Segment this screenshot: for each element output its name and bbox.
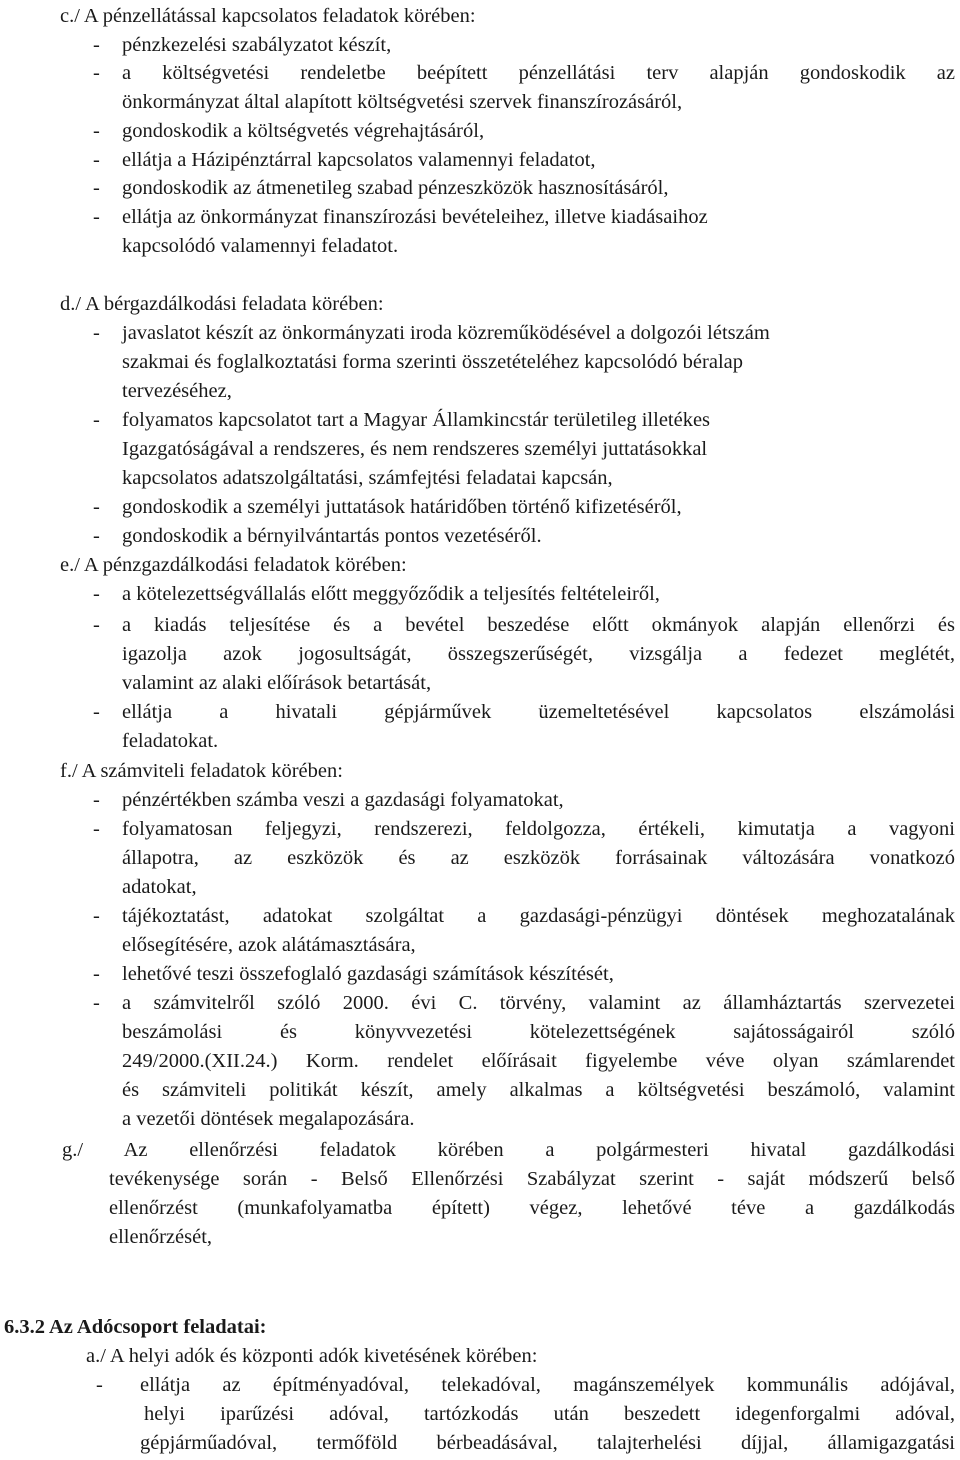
list-bullet: - bbox=[93, 525, 100, 547]
list-item-continuation: Igazgatóságával a rendszeres, és nem rendszeres személyi juttatásokkal bbox=[122, 438, 708, 460]
list-item-continuation: gépjárműadóval, termőföld bérbeadásával, talajterhelési díjjal, államigazgatási bbox=[140, 1432, 955, 1454]
list-item: a kötelezettségvállalás előtt meggyőződik a teljesítés feltételeiről, bbox=[122, 583, 660, 605]
section-g-paragraph-line: tevékenysége során - Belső Ellenőrzési Szabályzat szerint - saját módszerű belső bbox=[109, 1168, 955, 1190]
list-bullet: - bbox=[93, 322, 100, 344]
list-item: pénzkezelési szabályzatot készít, bbox=[122, 34, 392, 56]
section-f-heading: f./ A számviteli feladatok körében: bbox=[60, 760, 343, 782]
list-item-continuation: igazolja azok jogosultságát, összegszerűségét, vizsgálja a fedezet meglétét, bbox=[122, 643, 955, 665]
list-bullet: - bbox=[93, 905, 100, 927]
list-bullet: - bbox=[93, 34, 100, 56]
section-e-heading: e./ A pénzgazdálkodási feladatok körében: bbox=[60, 554, 407, 576]
list-item-continuation: 249/2000.(XII.24.) Korm. rendelet előírásait figyelembe véve olyan számlarendet bbox=[122, 1050, 955, 1072]
list-item: javaslatot készít az önkormányzati iroda közreműködésével a dolgozói létszám bbox=[122, 322, 770, 344]
list-item: a kiadás teljesítése és a bevétel beszedése előtt okmányok alapján ellenőrzi és bbox=[122, 614, 955, 636]
section-heading: 6.3.2 Az Adócsoport feladatai: bbox=[4, 1316, 267, 1338]
list-item-continuation: szakmai és foglalkoztatási forma szerinti összetételéhez kapcsolódó béralap bbox=[122, 351, 744, 373]
list-bullet: - bbox=[93, 149, 100, 171]
list-item: folyamatosan feljegyzi, rendszerezi, feldolgozza, értékeli, kimutatja a vagyoni bbox=[122, 818, 955, 840]
section-g-paragraph: g./ Az ellenőrzési feladatok körében a polgármesteri hivatal gazdálkodási bbox=[62, 1139, 955, 1161]
list-bullet: - bbox=[93, 789, 100, 811]
list-item-continuation: beszámolási és könyvvezetési kötelezettségének sajátosságairól szóló bbox=[122, 1021, 955, 1043]
subsection-heading: a./ A helyi adók és központi adók kivetésének körében: bbox=[86, 1345, 538, 1367]
list-item-continuation: önkormányzat által alapított költségvetési szervek finanszírozásáról, bbox=[122, 91, 683, 113]
list-bullet: - bbox=[93, 409, 100, 431]
list-bullet: - bbox=[96, 1374, 103, 1396]
list-item-continuation: és számviteli politikát készít, amely alkalmas a költségvetési beszámoló, valamint bbox=[122, 1079, 955, 1101]
list-item-continuation: tervezéséhez, bbox=[122, 380, 232, 402]
section-d-heading: d./ A bérgazdálkodási feladata körében: bbox=[60, 293, 384, 315]
section-g-paragraph-line: ellenőrzést (munkafolyamatba épített) végez, lehetővé téve a gazdálkodás bbox=[109, 1197, 955, 1219]
list-item: gondoskodik a bérnyilvántartás pontos vezetéséről. bbox=[122, 525, 542, 547]
list-item: a számvitelről szóló 2000. évi C. törvény, valamint az államháztartás szervezetei bbox=[122, 992, 955, 1014]
list-item: pénzértékben számba veszi a gazdasági folyamatokat, bbox=[122, 789, 564, 811]
list-item: ellátja a hivatali gépjárművek üzemeltetésével kapcsolatos elszámolási bbox=[122, 701, 955, 723]
list-item-continuation: elősegítésére, azok alátámasztására, bbox=[122, 934, 416, 956]
list-item: ellátja az építményadóval, telekadóval, magánszemélyek kommunális adójával, bbox=[140, 1374, 955, 1396]
list-item: ellátja az önkormányzat finanszírozási bevételeihez, illetve kiadásaihoz bbox=[122, 206, 708, 228]
list-item: ellátja a Házipénztárral kapcsolatos valamennyi feladatot, bbox=[122, 149, 596, 171]
list-item: gondoskodik az átmenetileg szabad pénzeszközök hasznosításáról, bbox=[122, 177, 669, 199]
list-bullet: - bbox=[93, 818, 100, 840]
list-item: a költségvetési rendeletbe beépített pénzellátási terv alapján gondoskodik az bbox=[122, 62, 955, 84]
list-item: gondoskodik a személyi juttatások határidőben történő kifizetéséről, bbox=[122, 496, 682, 518]
list-item-continuation: helyi iparűzési adóval, tartózkodás után beszedett idegenforgalmi adóval, bbox=[144, 1403, 955, 1425]
list-bullet: - bbox=[93, 992, 100, 1014]
list-item-continuation: a vezetői döntések megalapozására. bbox=[122, 1108, 415, 1130]
list-bullet: - bbox=[93, 120, 100, 142]
list-item: tájékoztatást, adatokat szolgáltat a gazdasági-pénzügyi döntések meghozatalának bbox=[122, 905, 955, 927]
list-bullet: - bbox=[93, 963, 100, 985]
list-item: gondoskodik a költségvetés végrehajtásáról, bbox=[122, 120, 485, 142]
list-bullet: - bbox=[93, 496, 100, 518]
list-bullet: - bbox=[93, 701, 100, 723]
list-item-continuation: kapcsolatos adatszolgáltatási, számfejtési feladatai kapcsán, bbox=[122, 467, 613, 489]
list-item: lehetővé teszi összefoglaló gazdasági számítások készítését, bbox=[122, 963, 614, 985]
list-item-continuation: állapotra, az eszközök és az eszközök forrásainak változására vonatkozó bbox=[122, 847, 955, 869]
list-bullet: - bbox=[93, 583, 100, 605]
section-c-heading: c./ A pénzellátással kapcsolatos feladatok körében: bbox=[60, 5, 476, 27]
list-item-continuation: valamint az alaki előírások betartását, bbox=[122, 672, 432, 694]
list-item: folyamatos kapcsolatot tart a Magyar Államkincstár területileg illetékes bbox=[122, 409, 711, 431]
list-item-continuation: feladatokat. bbox=[122, 730, 219, 752]
list-item-continuation: adatokat, bbox=[122, 876, 197, 898]
list-bullet: - bbox=[93, 206, 100, 228]
list-bullet: - bbox=[93, 614, 100, 636]
section-g-paragraph-line: ellenőrzését, bbox=[109, 1226, 213, 1248]
list-bullet: - bbox=[93, 177, 100, 199]
list-item-continuation: kapcsolódó valamennyi feladatot. bbox=[122, 235, 399, 257]
list-bullet: - bbox=[93, 62, 100, 84]
